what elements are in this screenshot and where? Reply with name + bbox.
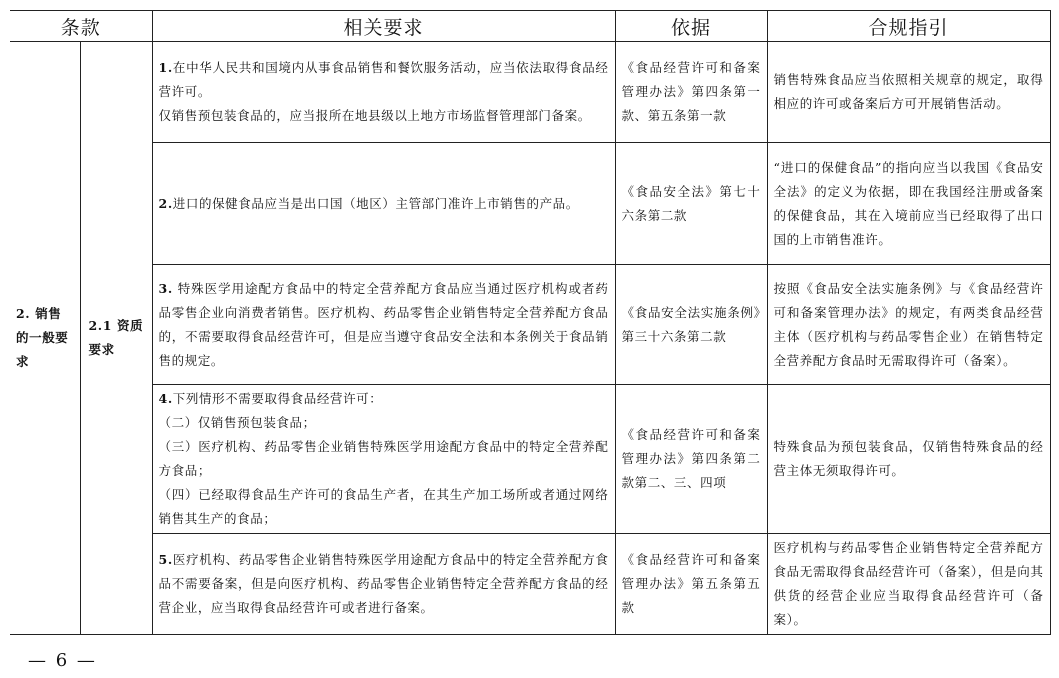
- requirement-text: 医疗机构、药品零售企业销售特殊医学用途配方食品中的特定全营养配方食品不需要备案，但是向医疗机构、药品零售企业销售特定全营养配方食品的经营企业，应当取得食品经营许可或者进行备案。: [158, 552, 609, 615]
- clause-category: 2. 销售的一般要求: [10, 42, 80, 635]
- requirement-item: （二）仅销售预包装食品；: [158, 415, 316, 430]
- table-row: [10, 42, 1050, 143]
- requirement-item: （四）已经取得食品生产许可的食品生产者，在其生产加工场所或者通过网络销售其生产的食品；: [158, 487, 609, 526]
- requirement-cell: [152, 534, 615, 635]
- guidance-cell: “进口的保健食品”的指向应当以我国《食品安全法》的定义为依据，即在我国经注册或备案的保健食品，其在入境前应当已经取得了出口国的上市销售准许。: [767, 143, 1050, 265]
- guidance-cell: 按照《食品安全法实施条例》与《食品经营许可和备案管理办法》的规定，有两类食品经营主体（医疗机构与药品零售企业）在销售特定全营养配方食品时无需取得许可（备案）。: [767, 265, 1050, 385]
- row-number: 3.: [158, 280, 173, 296]
- clause-subcategory: 2.1 资质要求: [80, 42, 152, 635]
- header-requirement: 相关要求: [152, 11, 615, 42]
- requirement-cell: [152, 143, 615, 265]
- requirement-cell: [152, 42, 615, 143]
- guidance-cell: 销售特殊食品应当依照相关规章的规定，取得相应的许可或备案后方可开展销售活动。: [767, 42, 1050, 143]
- requirement-cell: [152, 265, 615, 385]
- page-number: — 6 —: [28, 650, 97, 671]
- row-number: 2.: [158, 195, 173, 211]
- regulation-table-frame: [10, 10, 1050, 630]
- basis-cell: 《食品经营许可和备案管理办法》第四条第一款、第五条第一款: [615, 42, 767, 143]
- requirement-text: 特殊医学用途配方食品中的特定全营养配方食品应当通过医疗机构或者药品零售企业向消费者销售。医疗机构、药品零售企业销售特定全营养配方食品的，不需要取得食品经营许可，但是应当遵守食品安全法和本条例关于食品销售的规定。: [158, 280, 609, 368]
- table-row: [10, 143, 1050, 265]
- basis-cell: 《食品经营许可和备案管理办法》第四条第二款第二、三、四项: [615, 385, 767, 534]
- basis-cell: 《食品安全法实施条例》第三十六条第二款: [615, 265, 767, 385]
- guidance-cell: 特殊食品为预包装食品，仅销售特殊食品的经营主体无须取得许可。: [767, 385, 1050, 534]
- table-row: [10, 265, 1050, 385]
- table-row: [10, 385, 1050, 534]
- requirement-text: 进口的保健食品应当是出口国（地区）主管部门准许上市销售的产品。: [172, 195, 579, 211]
- table-row: [10, 534, 1050, 635]
- row-number: 4.: [158, 391, 173, 406]
- basis-cell: 《食品经营许可和备案管理办法》第五条第五款: [615, 534, 767, 635]
- requirement-extra-text: 仅销售预包装食品的，应当报所在地县级以上地方市场监督管理部门备案。: [158, 108, 591, 123]
- header-basis: 依据: [615, 11, 767, 42]
- regulation-table: [10, 10, 1051, 635]
- requirement-item: （三）医疗机构、药品零售企业销售特殊医学用途配方食品中的特定全营养配方食品；: [158, 439, 609, 478]
- requirement-cell: [152, 385, 615, 534]
- basis-cell: 《食品安全法》第七十六条第二款: [615, 143, 767, 265]
- requirement-text: 下列情形不需要取得食品经营许可：: [172, 391, 383, 406]
- header-guidance: 合规指引: [767, 11, 1050, 42]
- guidance-cell: 医疗机构与药品零售企业销售特定全营养配方食品无需取得食品经营许可（备案），但是向其供货的经营企业应当取得食品经营许可（备案）。: [767, 534, 1050, 635]
- header-clause: 条款: [10, 11, 152, 42]
- row-number: 1.: [158, 60, 173, 75]
- table-header-row: [10, 11, 1050, 42]
- row-number: 5.: [158, 552, 173, 567]
- requirement-text: 在中华人民共和国境内从事食品销售和餐饮服务活动，应当依法取得食品经营许可。: [158, 60, 609, 99]
